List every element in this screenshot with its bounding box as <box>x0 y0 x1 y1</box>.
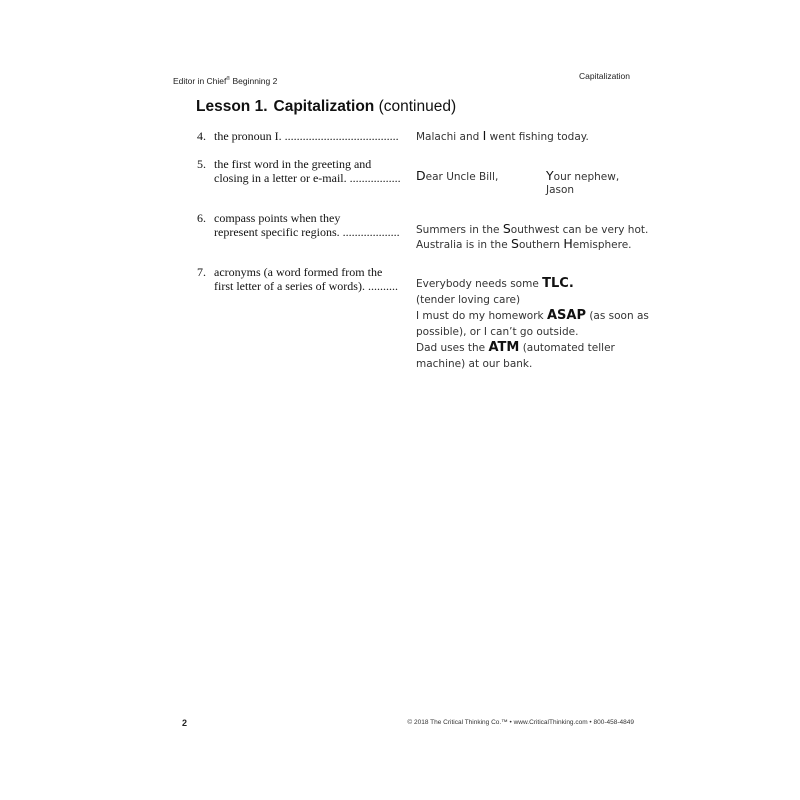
example-line <box>416 276 574 292</box>
example-text: Dad uses the <box>416 342 489 354</box>
acronym-text: ATM <box>488 340 520 355</box>
rule-number: 5. <box>197 157 206 171</box>
book-level: Beginning 2 <box>232 76 278 86</box>
example-text: emisphere. <box>572 239 632 251</box>
example-line <box>416 340 615 356</box>
example-greeting <box>416 168 498 185</box>
rule-text-line: acronyms (a word formed from the <box>214 265 383 279</box>
running-header-section: Capitalization <box>578 71 630 81</box>
copyright-footer: © 2018 The Critical Thinking Co.™ • www.CriticalThinking.com • 800-458-4849 <box>407 719 634 726</box>
capital-letter: H <box>563 236 573 251</box>
rule-text-line: first letter of a series of words). .......... <box>214 279 398 293</box>
example-text: Everybody needs some <box>416 278 543 290</box>
capital-letter: S <box>502 221 511 236</box>
example-text: our nephew, <box>553 171 620 183</box>
example-text: machine) at our bank. <box>416 358 533 370</box>
example-line <box>416 236 632 253</box>
example-line <box>416 356 532 372</box>
rule-text-line: the pronoun I. ...................................... <box>214 129 399 143</box>
rule-text-line: closing in a letter or e-mail. ................. <box>214 171 401 185</box>
lesson-title: Capitalization <box>273 98 375 115</box>
example-text: (automated teller <box>519 342 615 354</box>
example-text: possible), or I can’t go outside. <box>416 326 579 338</box>
acronym-text: ASAP <box>546 308 586 323</box>
running-header-title <box>173 76 277 86</box>
example-line <box>416 308 649 324</box>
example-text: I must do my homework <box>416 310 547 322</box>
capital-letter: I <box>482 128 487 143</box>
example-text: outhwest can be very hot. <box>510 224 649 236</box>
rule-text-line: the first word in the greeting and <box>214 157 372 171</box>
rule-text-line: represent specific regions. ................... <box>214 225 400 239</box>
rule-text-line: compass points when they <box>214 211 341 225</box>
rule-number: 7. <box>197 265 206 279</box>
example-text: Australia is in the <box>416 239 511 251</box>
acronym-text: TLC. <box>542 276 574 291</box>
example-text: (tender loving care) <box>416 294 521 306</box>
example-text: Summers in the <box>416 224 503 236</box>
registered-mark: ® <box>226 76 231 83</box>
example-signature: Jason <box>546 184 575 196</box>
rule-number: 4. <box>197 129 206 143</box>
example-text: went fishing today. <box>486 131 589 143</box>
example-text: Malachi and <box>416 131 483 143</box>
example-line <box>416 128 589 145</box>
example-text: (as soon as <box>585 310 649 322</box>
example-text: ear Uncle Bill, <box>425 171 499 183</box>
example-line <box>416 324 578 340</box>
example-text: outhern <box>518 239 564 251</box>
capital-letter: Y <box>546 168 554 183</box>
capital-letter: S <box>511 236 519 251</box>
capital-letter: D <box>416 168 426 183</box>
rule-number: 6. <box>197 211 206 225</box>
lesson-label: Lesson 1. <box>196 98 268 115</box>
example-line <box>416 292 520 308</box>
page-number: 2 <box>182 718 188 728</box>
lesson-heading <box>196 98 456 116</box>
book-title: Editor in Chief <box>173 76 227 86</box>
lesson-subtitle: (continued) <box>378 98 457 115</box>
